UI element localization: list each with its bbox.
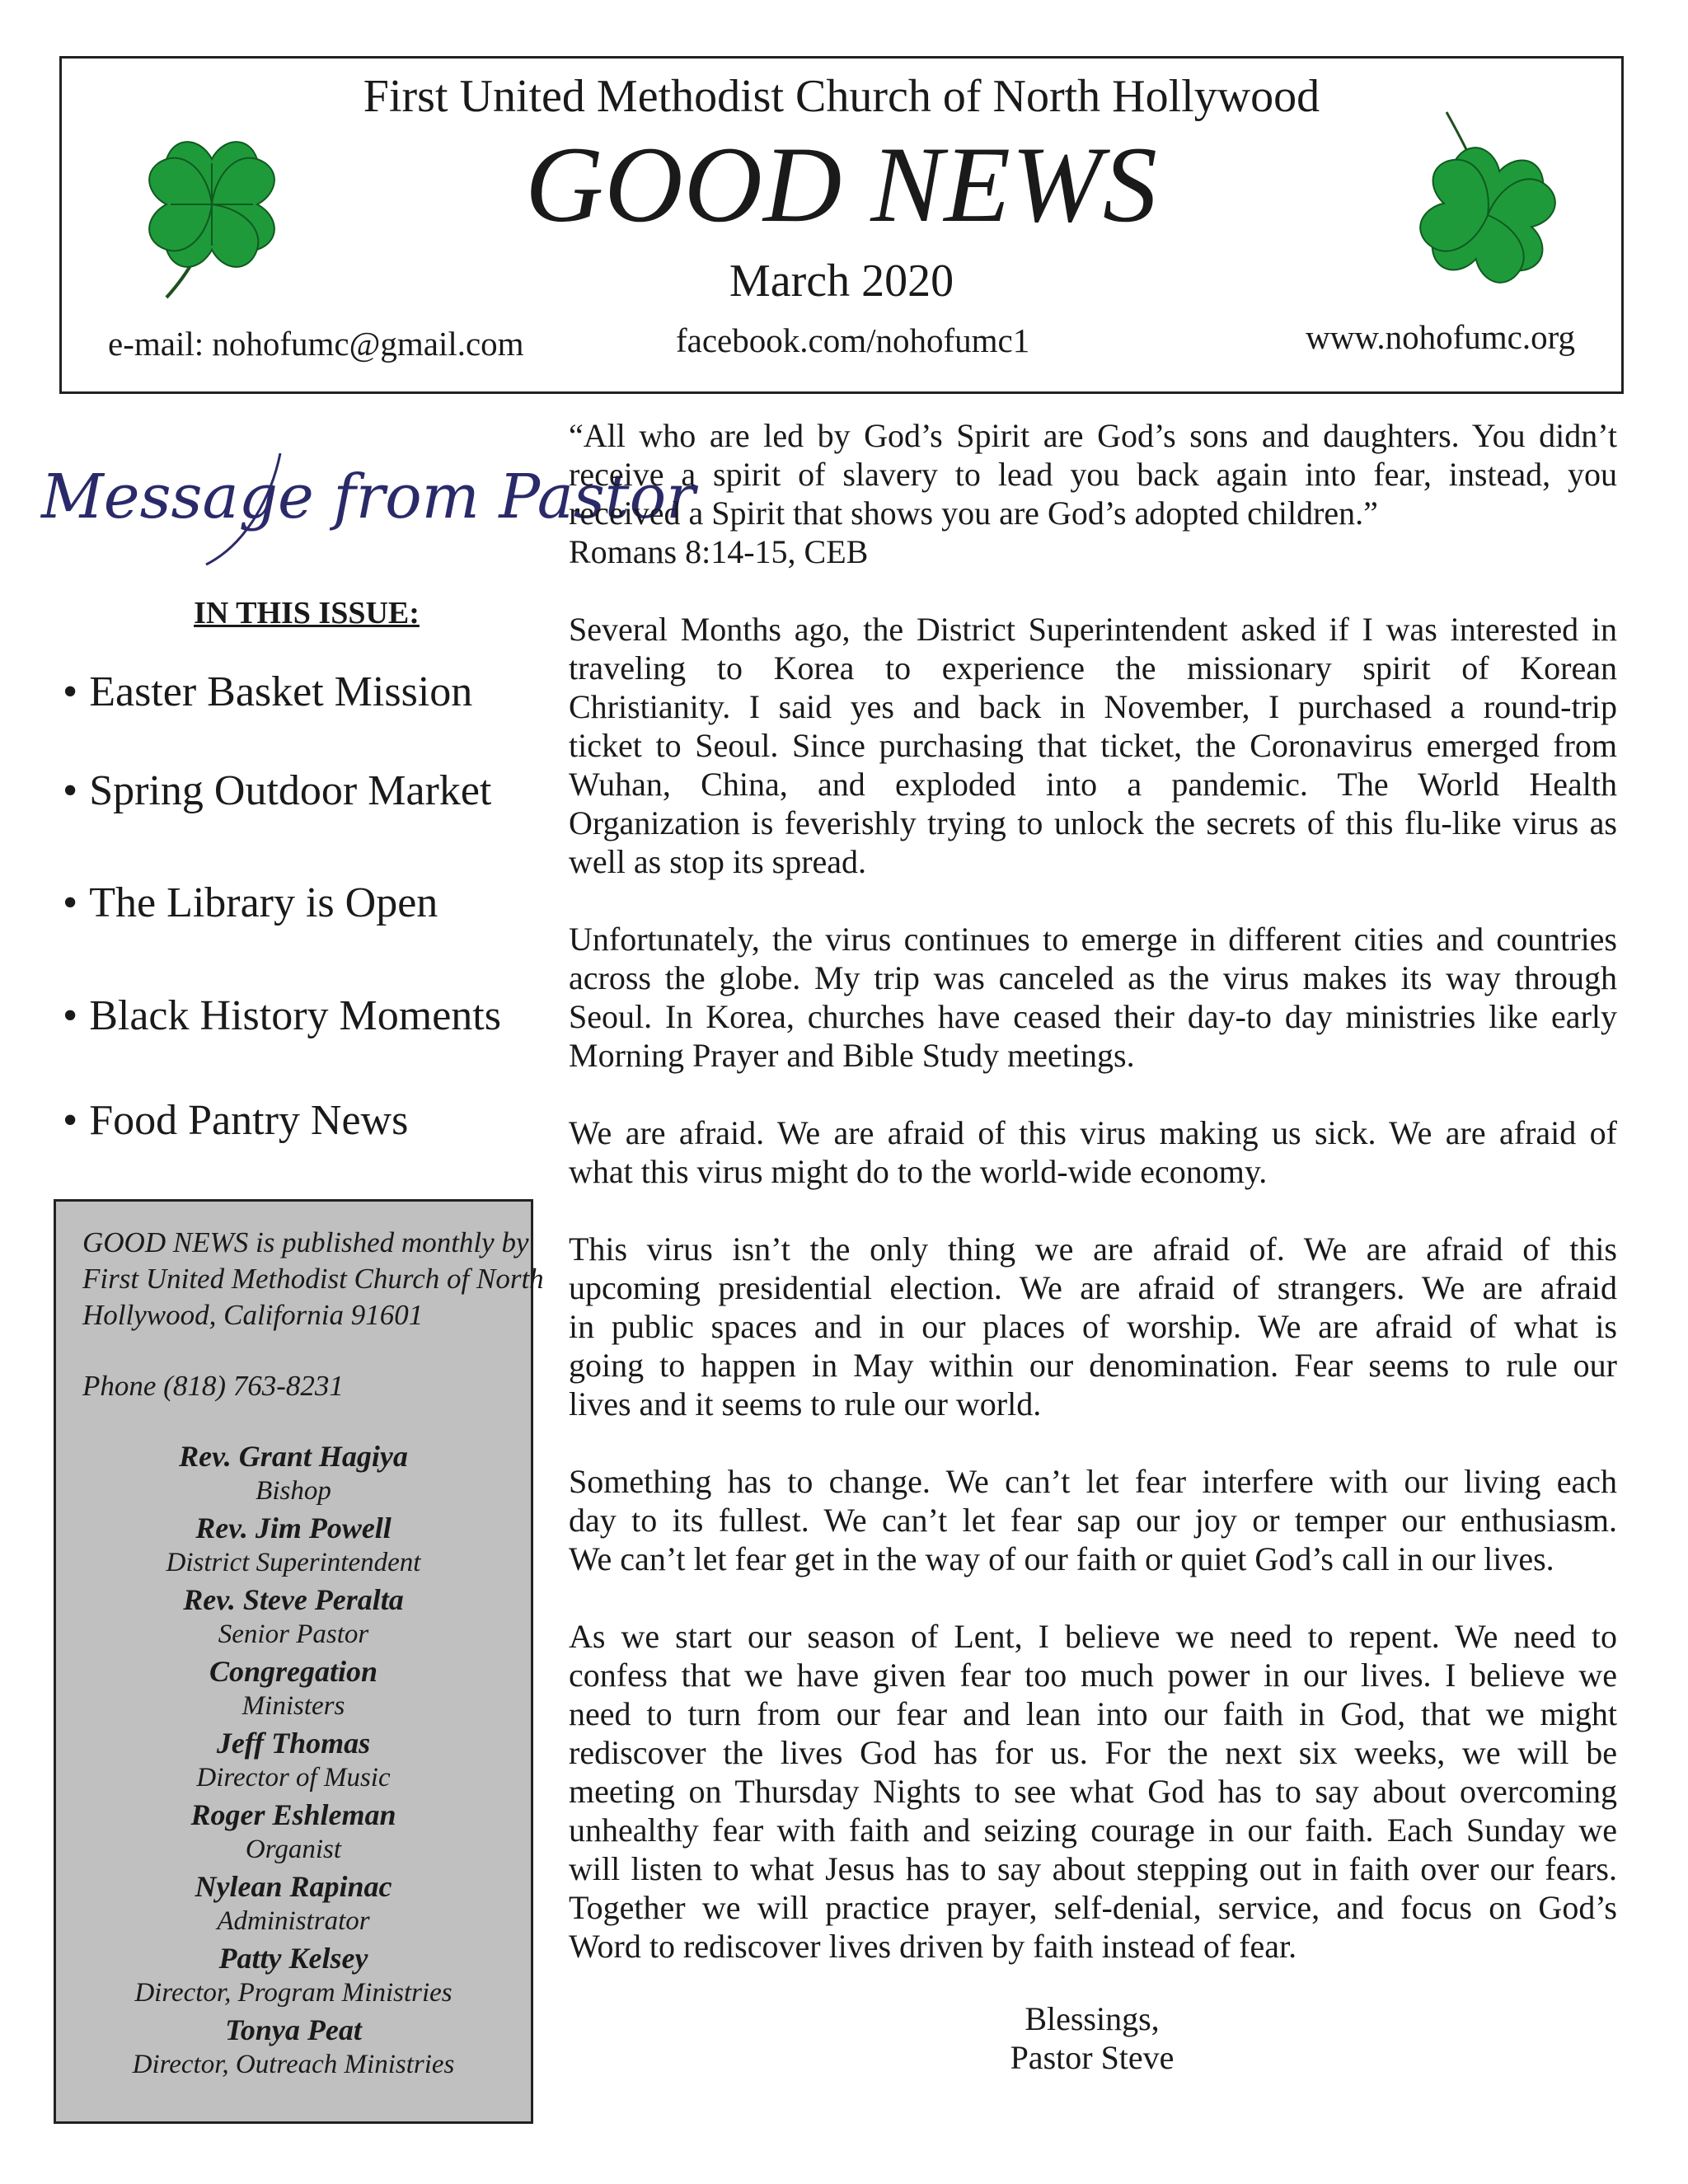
staff-name: Nylean Rapinac — [195, 1870, 392, 1903]
staff-role: Organist — [245, 1835, 342, 1864]
staff-role: District Superintendent — [166, 1548, 421, 1577]
article-line: We are afraid. We are afraid of this virus making us sick. We are afraid of — [569, 1114, 1617, 1151]
four-leaf-clover-icon — [121, 110, 302, 299]
staff-role: Senior Pastor — [218, 1619, 369, 1649]
publication-line: First United Methodist Church of North — [82, 1263, 544, 1295]
article-line: Several Months ago, the District Superintendent asked if I was interested in — [569, 611, 1617, 648]
issue-item-spring-market: • Spring Outdoor Market — [63, 767, 492, 814]
issue-item-black-history: • Black History Moments — [63, 992, 501, 1039]
article-line: Organization is feverishly trying to unlock the secrets of this flu-like virus as — [569, 804, 1617, 841]
article-line: We can’t let fear get in the way of our faith or quiet God’s call in our lives. — [569, 1540, 1554, 1577]
closing: Blessings, — [1025, 2000, 1160, 2037]
issue-item-food-pantry: • Food Pantry News — [63, 1097, 409, 1144]
staff-role: Bishop — [256, 1476, 331, 1506]
article-line: Together we will practice prayer, self-denial, service, and focus on God’s — [569, 1889, 1617, 1926]
article-line: unhealthy fear with faith and seizing courage in our faith. Each Sunday we — [569, 1811, 1617, 1849]
article-line: As we start our season of Lent, I believe we need to repent. We need to — [569, 1618, 1617, 1655]
newsletter-title: GOOD NEWS — [525, 124, 1158, 245]
publication-line: GOOD NEWS is published monthly by — [82, 1226, 529, 1258]
article-line: receive a spirit of slavery to lead you back again into fear, instead, you — [569, 456, 1617, 493]
article-line: need to turn from our fear and lean into our faith in God, that we might — [569, 1695, 1617, 1732]
article-line: going to happen in May within our denomination. Fear seems to rule our — [569, 1347, 1617, 1384]
article-line: well as stop its spread. — [569, 843, 867, 880]
article-line: across the globe. My trip was canceled as the virus makes its way through — [569, 959, 1617, 996]
staff-role: Administrator — [217, 1906, 370, 1936]
article-line: rediscover the lives God has for us. For the next six weeks, we will be — [569, 1734, 1617, 1771]
article-line: Morning Prayer and Bible Study meetings. — [569, 1037, 1135, 1074]
staff-name: Congregation — [209, 1655, 378, 1688]
article-line: ticket to Seoul. Since purchasing that ticket, the Coronavirus emerged from — [569, 727, 1617, 764]
article-line: Christianity. I said yes and back in November, I purchased a round-trip — [569, 688, 1617, 725]
article-line: confess that we have given fear too much power in our lives. I believe we — [569, 1657, 1617, 1694]
article-line: Seoul. In Korea, churches have ceased their day-to day ministries like early — [569, 998, 1617, 1035]
four-leaf-clover-icon — [1381, 108, 1587, 306]
article-line: Something has to change. We can’t let fear interfere with our living each — [569, 1463, 1617, 1500]
staff-name: Jeff Thomas — [216, 1727, 371, 1760]
church-name: First United Methodist Church of North Hollywood — [363, 71, 1320, 122]
article-line: received a Spirit that shows you are God’s adopted children.” — [569, 494, 1378, 532]
issue-item-easter-basket: • Easter Basket Mission — [63, 668, 473, 715]
article-line: This virus isn’t the only thing we are afraid of. We are afraid of this — [569, 1230, 1617, 1268]
staff-name: Patty Kelsey — [218, 1942, 368, 1975]
facebook-link[interactable]: facebook.com/nohofumc1 — [676, 321, 1030, 359]
staff-role: Director of Music — [196, 1763, 391, 1793]
issue-item-library: • The Library is Open — [63, 879, 438, 926]
article-line: what this virus might do to the world-wide economy. — [569, 1153, 1268, 1190]
staff-role: Ministers — [241, 1691, 345, 1721]
masthead — [59, 56, 1624, 394]
publication-line: Hollywood, California 91601 — [82, 1299, 424, 1331]
staff-role: Director, Outreach Ministries — [132, 2050, 455, 2079]
article-line: in public spaces and in our places of worship. We are afraid of what is — [569, 1308, 1617, 1345]
article-line: “All who are led by God’s Spirit are God’s sons and daughters. You didn’t — [569, 417, 1617, 454]
article-line: Unfortunately, the virus continues to emerge in different cities and countries — [569, 921, 1617, 958]
issue-date: March 2020 — [729, 255, 954, 307]
staff-name: Tonya Peat — [225, 2013, 362, 2046]
article-line: upcoming presidential election. We are afraid of strangers. We are afraid — [569, 1269, 1617, 1306]
staff-name: Roger Eshleman — [190, 1798, 396, 1831]
article-line: traveling to Korea to experience the missionary spirit of Korean — [569, 649, 1617, 687]
staff-name: Rev. Jim Powell — [195, 1511, 392, 1544]
email-address[interactable]: e-mail: nohofumc@gmail.com — [108, 325, 524, 363]
staff-name: Rev. Steve Peralta — [183, 1583, 404, 1616]
article-line: lives and it seems to rule our world. — [569, 1385, 1042, 1422]
staff-role: Director, Program Ministries — [134, 1978, 452, 2008]
article-line: day to its fullest. We can’t let fear sap our joy or temper our enthusiasm. — [569, 1502, 1617, 1539]
article-line: meeting on Thursday Nights to see what God has to say about overcoming — [569, 1773, 1617, 1810]
article-line: will listen to what Jesus has to say about stepping out in faith over our fears. — [569, 1850, 1617, 1887]
phone-number: Phone (818) 763-8231 — [82, 1370, 344, 1402]
publication-info-box — [54, 1199, 544, 2124]
scripture-reference: Romans 8:14-15, CEB — [569, 533, 869, 570]
in-this-issue-heading: IN THIS ISSUE: — [194, 596, 420, 630]
website-link[interactable]: www.nohofumc.org — [1306, 318, 1575, 356]
article-line: Wuhan, China, and exploded into a pandemic. The World Health — [569, 766, 1617, 803]
message-script-text: Message from Pastor — [41, 462, 696, 532]
message-from-pastor-heading — [33, 429, 696, 577]
signature: Pastor Steve — [1010, 2039, 1175, 2076]
staff-name: Rev. Grant Hagiya — [179, 1440, 408, 1473]
article-line: Word to rediscover lives driven by faith instead of fear. — [569, 1928, 1297, 1965]
